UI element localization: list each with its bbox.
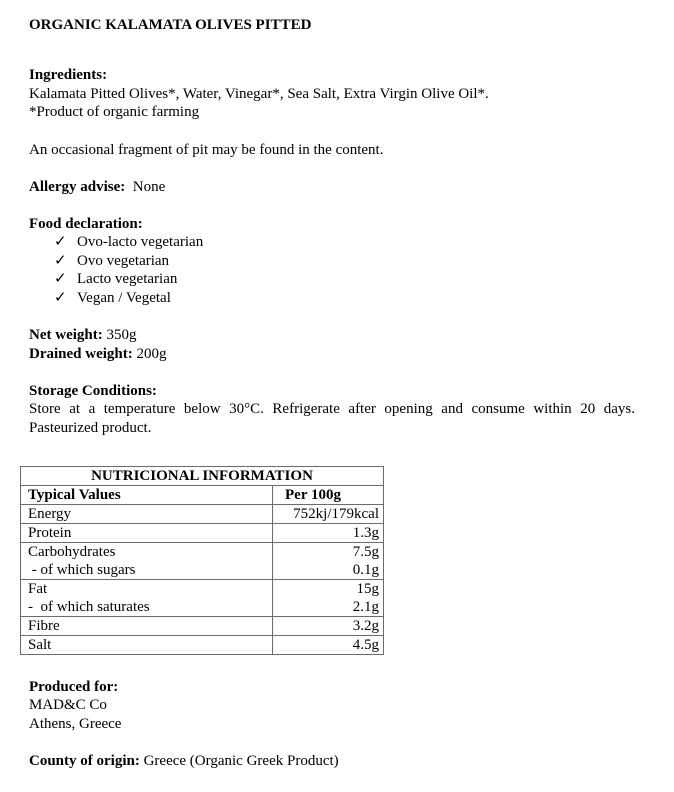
net-weight-value: 350g — [106, 327, 137, 343]
table-row — [21, 580, 384, 599]
ingredients-footnote: *Product of organic farming — [29, 104, 200, 120]
nutrition-header-value: Per 100g — [273, 486, 384, 505]
producer-name: MAD&C Co — [29, 697, 107, 713]
food-declaration-item: ✓ Vegan / Vegetal — [54, 290, 171, 306]
food-declaration-item: ✓ Ovo vegetarian — [54, 253, 170, 269]
nutrient-value: 7.5g — [273, 543, 384, 562]
nutrient-value: 1.3g — [273, 524, 384, 543]
origin-value: Greece (Organic Greek Product) — [143, 753, 339, 769]
net-weight-label: Net weight: — [29, 327, 103, 343]
nutrient-value: 0.1g — [273, 561, 384, 580]
origin-label: County of origin: — [29, 753, 140, 769]
food-declaration-heading: Food declaration: — [29, 216, 143, 232]
table-row — [21, 598, 384, 617]
nutrient-label: Fibre — [21, 617, 273, 636]
storage-text: Store at a temperature below 30°C. Refrigerate after opening and consume within 20 days. — [29, 401, 635, 417]
product-title: ORGANIC KALAMATA OLIVES PITTED — [29, 17, 312, 33]
checkmark-icon: ✓ — [54, 253, 67, 269]
nutrient-label: Carbohydrates — [21, 543, 273, 562]
checkmark-icon: ✓ — [54, 290, 67, 306]
table-row — [21, 524, 384, 543]
nutrient-value: 3.2g — [273, 617, 384, 636]
nutrient-value: 15g — [273, 580, 384, 599]
nutrition-table — [20, 466, 384, 655]
nutrient-label: Energy — [21, 505, 273, 524]
net-weight-line — [29, 326, 136, 345]
producer-heading: Produced for: — [29, 679, 119, 695]
storage-heading: Storage Conditions: — [29, 383, 157, 399]
table-row — [21, 543, 384, 562]
nutrition-header-row — [21, 486, 384, 505]
pit-notice: An occasional fragment of pit may be found in the content. — [29, 142, 384, 158]
nutrient-label: - of which sugars — [21, 561, 273, 580]
table-row — [21, 617, 384, 636]
nutrition-caption: NUTRICIONAL INFORMATION — [21, 467, 384, 486]
nutrition-caption-row — [21, 467, 384, 486]
checkmark-icon: ✓ — [54, 271, 67, 287]
storage-pasteurized: Pasteurized product. — [29, 420, 152, 436]
food-declaration-item: ✓ Lacto vegetarian — [54, 271, 178, 287]
allergy-label: Allergy advise: — [29, 179, 126, 195]
table-row — [21, 505, 384, 524]
origin-line — [29, 752, 339, 771]
nutrient-label: Fat — [21, 580, 273, 599]
producer-location: Athens, Greece — [29, 716, 122, 732]
nutrient-label: - of which saturates — [21, 598, 273, 617]
checkmark-icon: ✓ — [54, 234, 67, 250]
nutrient-value: 752kj/179kcal — [273, 505, 384, 524]
table-row — [21, 636, 384, 655]
allergy-value: None — [132, 179, 166, 195]
food-declaration-item: ✓ Ovo-lacto vegetarian — [54, 234, 204, 250]
ingredients-text: Kalamata Pitted Olives*, Water, Vinegar*, Sea Salt, Extra Virgin Olive Oil*. — [29, 86, 489, 102]
nutrient-value: 4.5g — [273, 636, 384, 655]
nutrition-header-label: Typical Values — [21, 486, 273, 505]
nutrient-label: Salt — [21, 636, 273, 655]
allergy-line — [29, 178, 165, 197]
nutrient-label: Protein — [21, 524, 273, 543]
table-row — [21, 561, 384, 580]
drained-weight-line — [29, 345, 167, 364]
drained-weight-label: Drained weight: — [29, 346, 133, 362]
ingredients-heading: Ingredients: — [29, 67, 108, 83]
drained-weight-value: 200g — [136, 346, 167, 362]
nutrient-value: 2.1g — [273, 598, 384, 617]
